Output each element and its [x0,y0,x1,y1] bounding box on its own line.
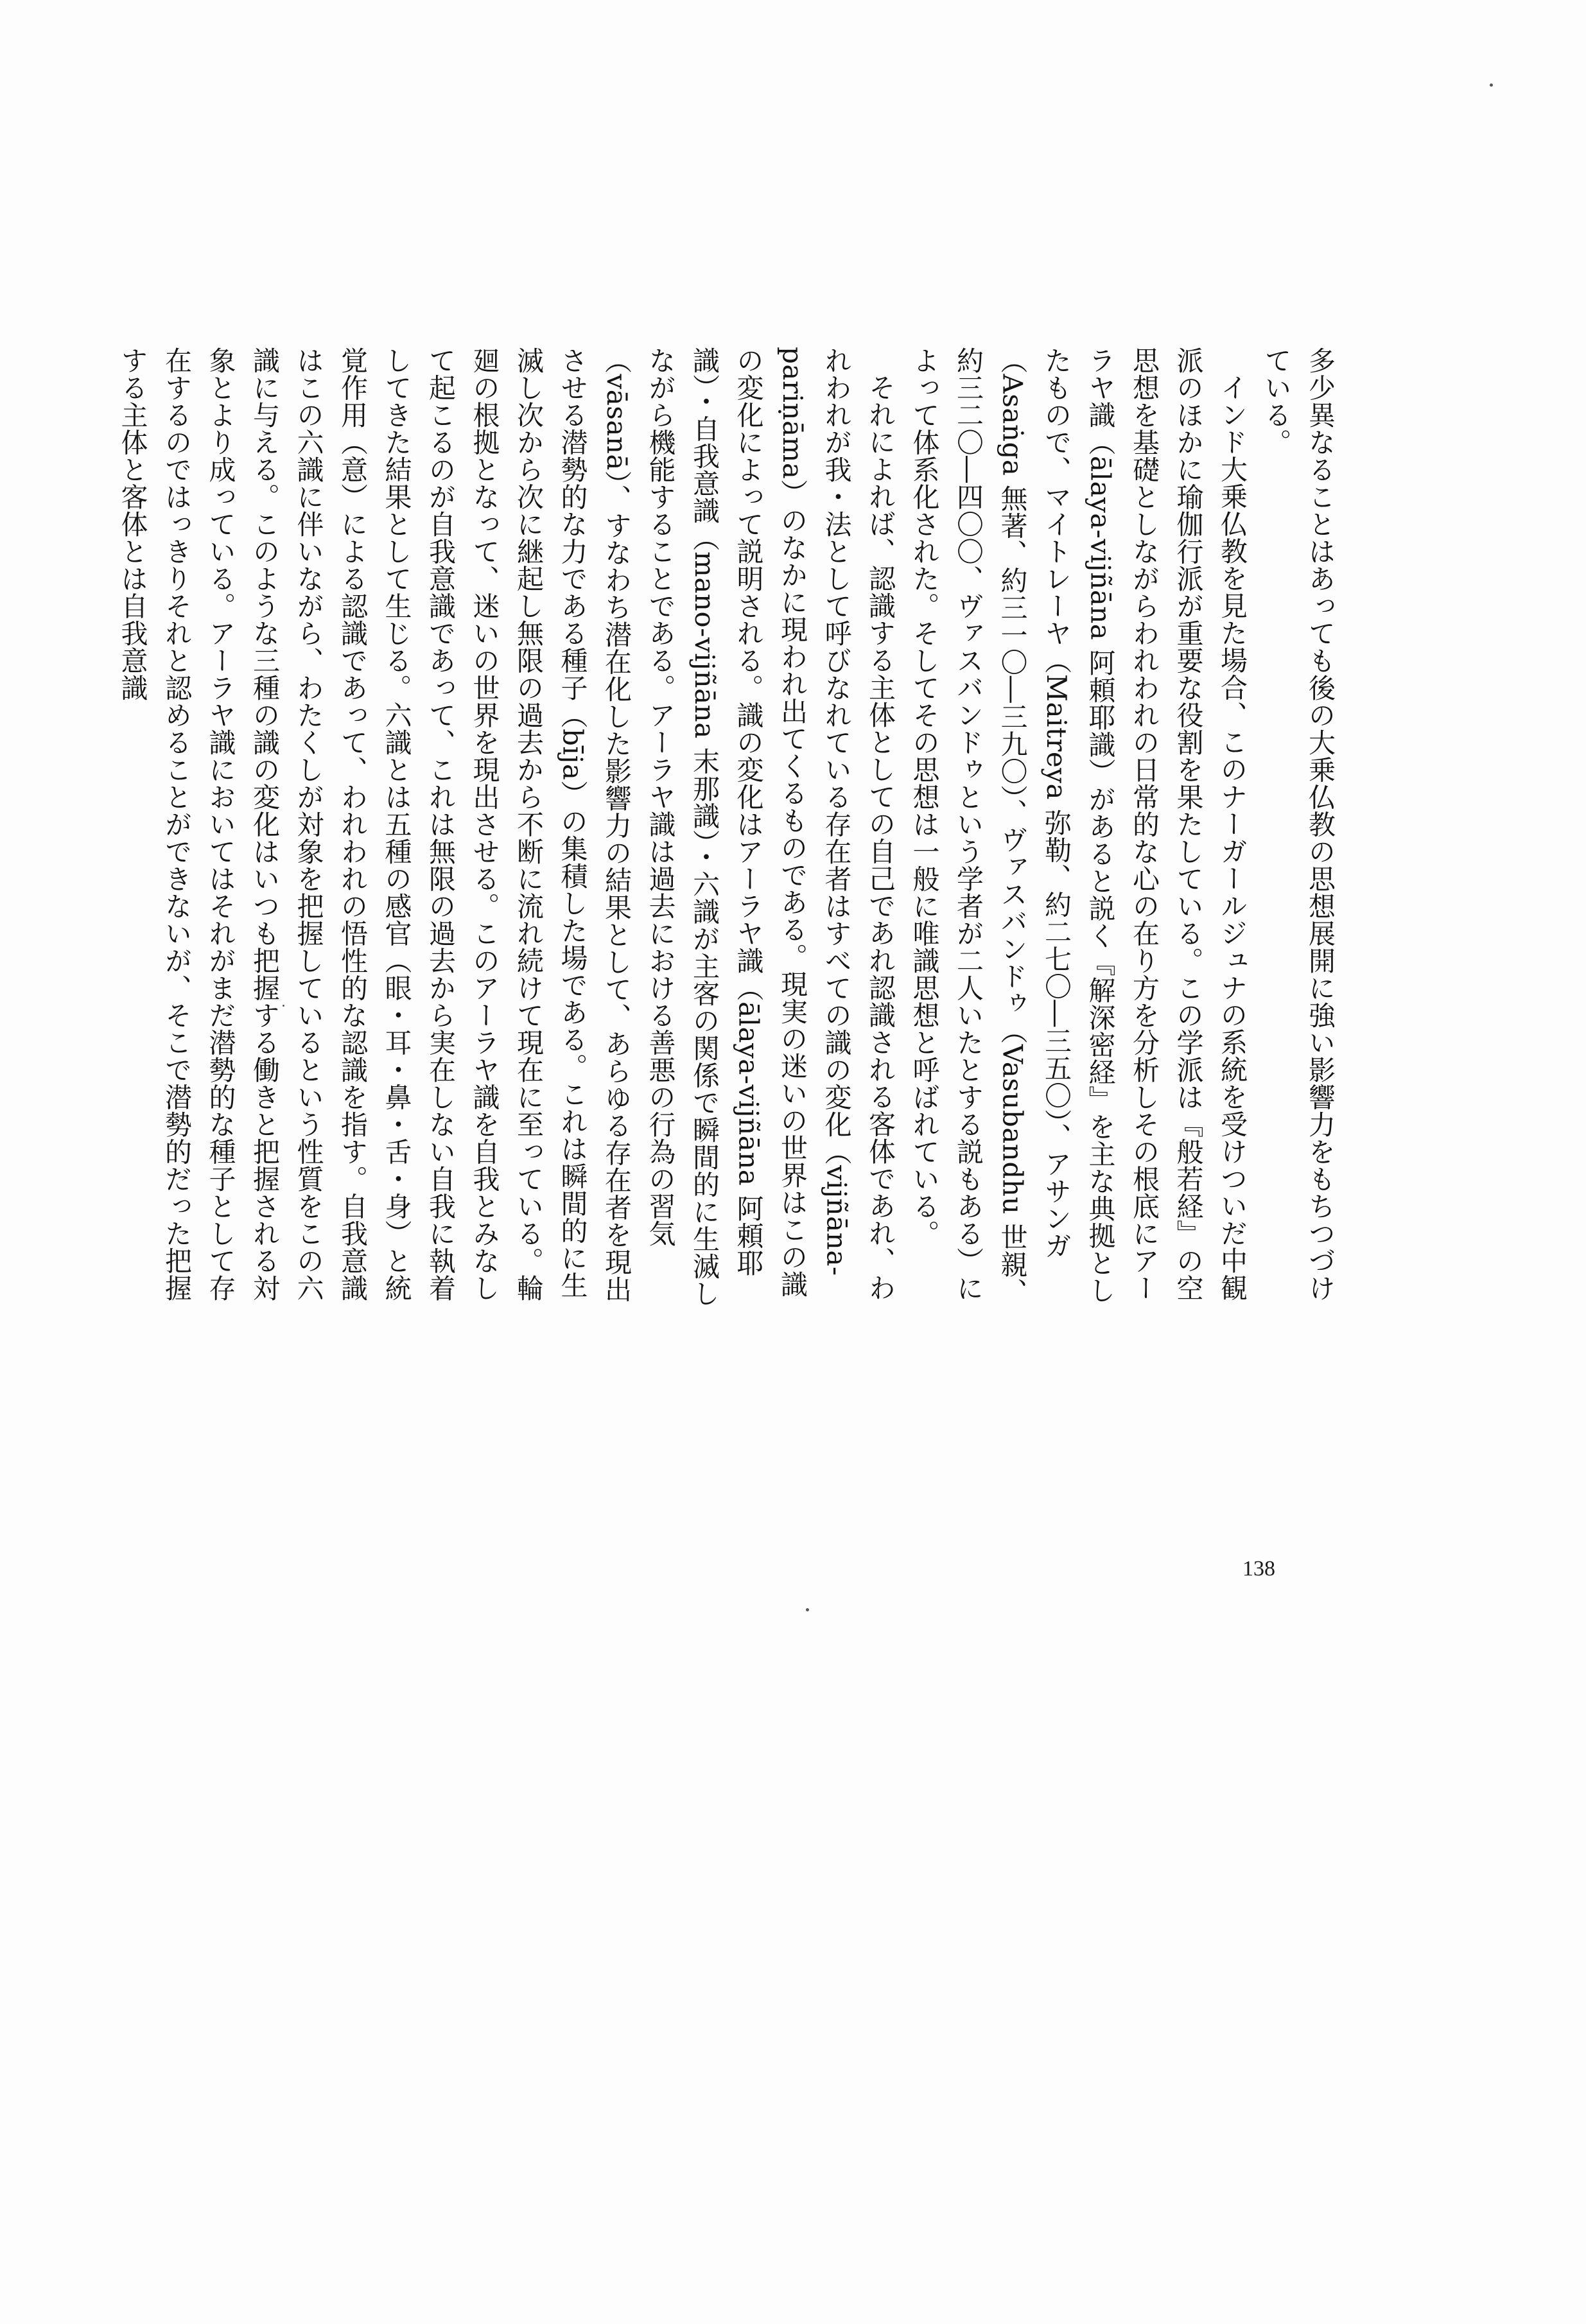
scan-speck [283,1005,284,1007]
paragraph-yogacara: インド大乗仏教を見た場合、このナーガールジュナの系統を受けついだ中観派のほかに瑜伽行派が重要な役割を果たしている。この学派は『般若経』の空思想を基礎としながらわれわれの日常的な心の在り方を分析しその根底にアーラヤ識（ālaya-vijñāna 阿頼耶識）があると説く『解深密経』を主な典拠としたもので、マイトレーヤ（Maitreya 弥勒、約二七〇―三五〇）、アサンガ（Asaṅga 無著、約三一〇―三九〇）、ヴァスバンドゥ（Vasubandhu 世親、約三二〇―四〇〇、ヴァスバンドゥという学者が二人いたとする説もある）によって体系化された。そしてその思想は一般に唯識思想と呼ばれている。 [909,347,1248,1306]
paragraph-consciousness-transformation: それによれば、認識する主体としての自己であれ認識される客体であれ、われわれが我・法として呼びなれている存在者はすべての識の変化（vijñāna-pariṇāma）のなかに現われ出てくるものである。現実の迷いの世界はこの識の変化によって説明される。識の変化はアーラヤ識（ālaya-vijñāna 阿頼耶識）・自我意識（mano-vijñāna 末那識）・六識が主客の関係で瞬間的に生滅しながら機能することである。アーラヤ識は過去における善悪の行為の習気（vāsanā）、すなわち潜在化した影響力の結果として、あらゆる存在者を現出させる潜勢的な力である種子（bīja）の集積した場である。これは瞬間的に生滅し次から次に継起し無限の過去から不断に流れ続けて現在に至っている。輪廻の根拠となって、迷いの世界を現出させる。このアーラヤ識を自我とみなして起こるのが自我意識であって、これは無限の過去から実在しない自我に執着してきた結果として生じる。六識とは五種の感官（眼・耳・鼻・舌・身）と統覚作用（意）による認識であって、われわれの悟性的な認識を指す。自我意識はこの六識に伴いながら、わたくしが対象を把握しているという性質をこの六識に与える。このような三種の識の変化はいつも把握する働きと把握される対象とより成っている。アーラヤ識においてはそれがまだ潜勢的な種子として存在するのではっきりそれと認めることができないが、そこで潜勢的だった把握する主体と客体とは自我意識 [117,347,896,1308]
page-number: 138 [1242,1557,1275,1581]
paragraph-continuation: 多少異なることはあっても後の大乗仏教の思想展開に強い影響力をもちつづけている。 [1260,347,1336,1302]
vertical-text-body [117,347,1342,1322]
scan-speck [806,1608,809,1611]
scan-speck [1490,83,1493,87]
